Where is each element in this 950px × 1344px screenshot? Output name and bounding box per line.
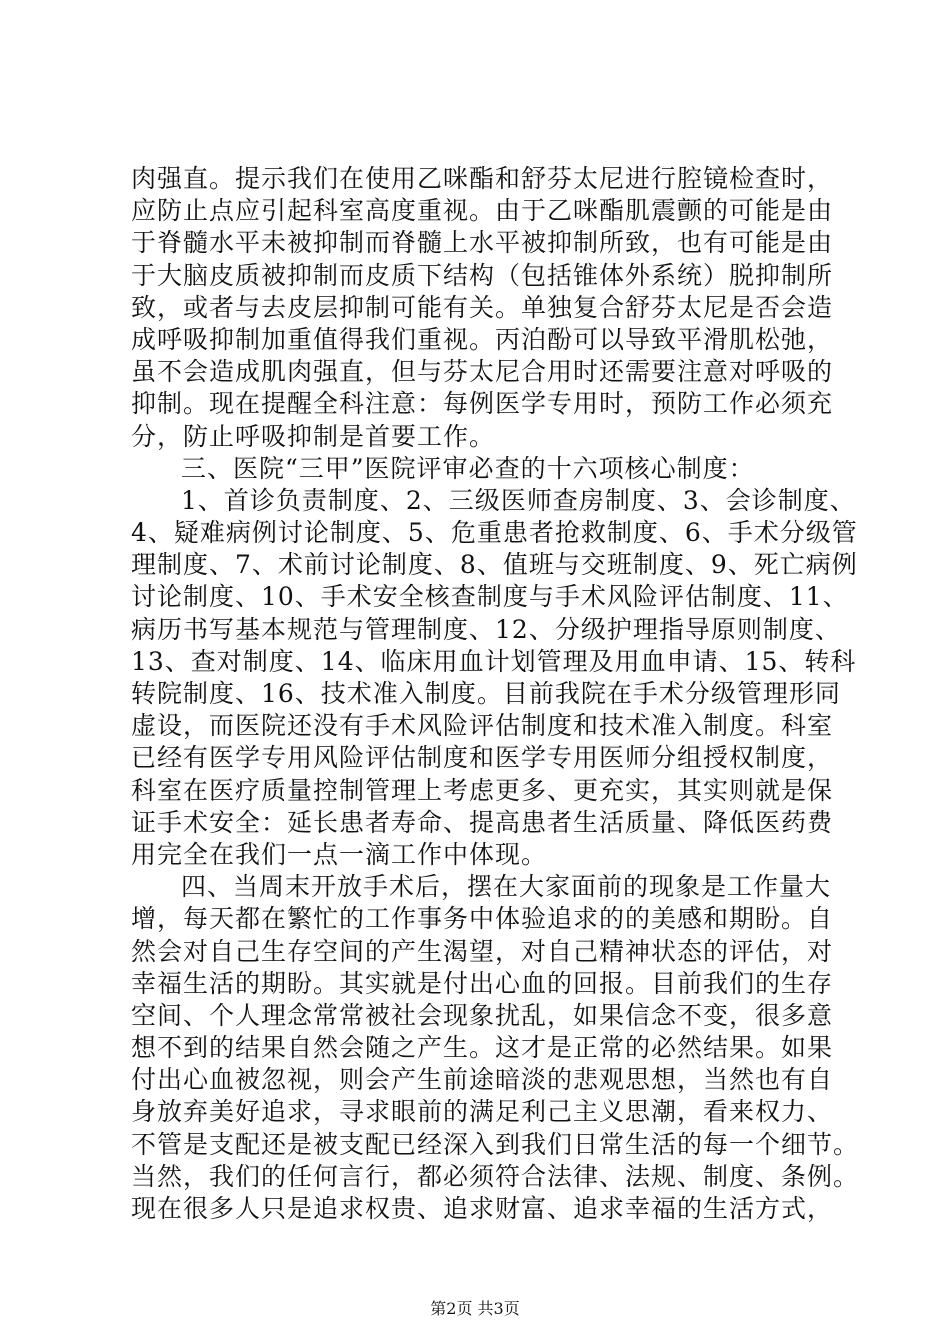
text-line: 致，或者与去皮层抑制可能有关。单独复合舒芬太尼是否会造: [131, 292, 834, 322]
text-line: 想不到的结果自然会随之产生。这才是正常的必然结果。如果: [131, 1033, 834, 1063]
text-line: 空间、个人理念常常被社会现象扰乱，如果信念不变，很多意: [131, 1000, 834, 1030]
text-line: 现在很多人只是追求权贵、追求财富、追求幸福的生活方式，: [131, 1194, 834, 1223]
text-line: 幸福生活的期盼。其实就是付出心血的回报。目前我们的生存: [131, 968, 834, 998]
text-line: 不管是支配还是被支配已经深入到我们日常生活的每一个细节。: [131, 1129, 860, 1159]
text-line: 当然，我们的任何言行，都必须符合法律、法规、制度、条例。: [131, 1161, 860, 1191]
page-number-footer: 第2页 共3页: [430, 1299, 520, 1318]
text-line: 于大脑皮质被抑制而皮质下结构（包括锥体外系统）脱抑制所: [131, 260, 834, 290]
text-line: 1、首诊负责制度、2、三级医师查房制度、3、会诊制度、: [181, 485, 856, 515]
text-line: 抑制。现在提醒全科注意：每例医学专用时，预防工作必须充: [131, 389, 834, 419]
text-line: 理制度、7、术前讨论制度、8、值班与交班制度、9、死亡病例: [131, 550, 858, 580]
text-line: 增，每天都在繁忙的工作事务中体验追求的的美感和期盼。自: [131, 904, 834, 934]
text-line: 虽不会造成肌肉强直，但与芬太尼合用时还需要注意对呼吸的: [131, 357, 834, 387]
text-line: 付出心血被忽视，则会产生前途暗淡的悲观思想，当然也有自: [131, 1065, 834, 1095]
document-body: [131, 163, 860, 1225]
text-line: 于脊髓水平未被抑制而脊髓上水平被抑制所致，也有可能是由: [131, 228, 834, 258]
text-line: 科室在医疗质量控制管理上考虑更多、更充实，其实则就是保: [131, 775, 834, 805]
text-line: 分，防止呼吸抑制是首要工作。: [131, 421, 496, 451]
text-line: 身放弃美好追求，寻求眼前的满足利己主义思潮，看来权力、: [131, 1097, 834, 1127]
text-line: 转院制度、16、技术准入制度。目前我院在手术分级管理形同: [131, 679, 841, 708]
text-line: 已经有医学专用风险评估制度和医学专用医师分组授权制度，: [131, 743, 834, 773]
text-line: 虚设，而医院还没有手术风险评估制度和技术准入制度。科室: [131, 711, 834, 741]
text-line: 4、疑难病例讨论制度、5、危重患者抢救制度、6、手术分级管: [131, 518, 858, 548]
text-line: 四、当周末开放手术后，摆在大家面前的现象是工作量大: [181, 872, 832, 902]
text-line: 肉强直。提示我们在使用乙咪酯和舒芬太尼进行腔镜检查时，: [131, 164, 834, 193]
text-line: 用完全在我们一点一滴工作中体现。: [131, 839, 548, 869]
text-line: 13、查对制度、14、临床用血计划管理及用血申请、15、转科: [131, 646, 857, 676]
text-line: 应防止点应引起科室高度重视。由于乙咪酯肌震颤的可能是由: [131, 196, 834, 226]
text-line: 病历书写基本规范与管理制度、12、分级护理指导原则制度、: [131, 614, 841, 644]
text-line: 然会对自己生存空间的产生渴望，对自己精神状态的评估，对: [131, 936, 834, 966]
section-heading: 三、医院“三甲”医院评审必查的十六项核心制度：: [181, 453, 755, 483]
text-line: 讨论制度、10、手术安全核查制度与手术风险评估制度、11、: [131, 582, 849, 612]
text-line: 成呼吸抑制加重值得我们重视。丙泊酚可以导致平滑肌松弛，: [131, 324, 834, 354]
text-line: 证手术安全：延长患者寿命、提高患者生活质量、降低医药费: [131, 807, 834, 837]
